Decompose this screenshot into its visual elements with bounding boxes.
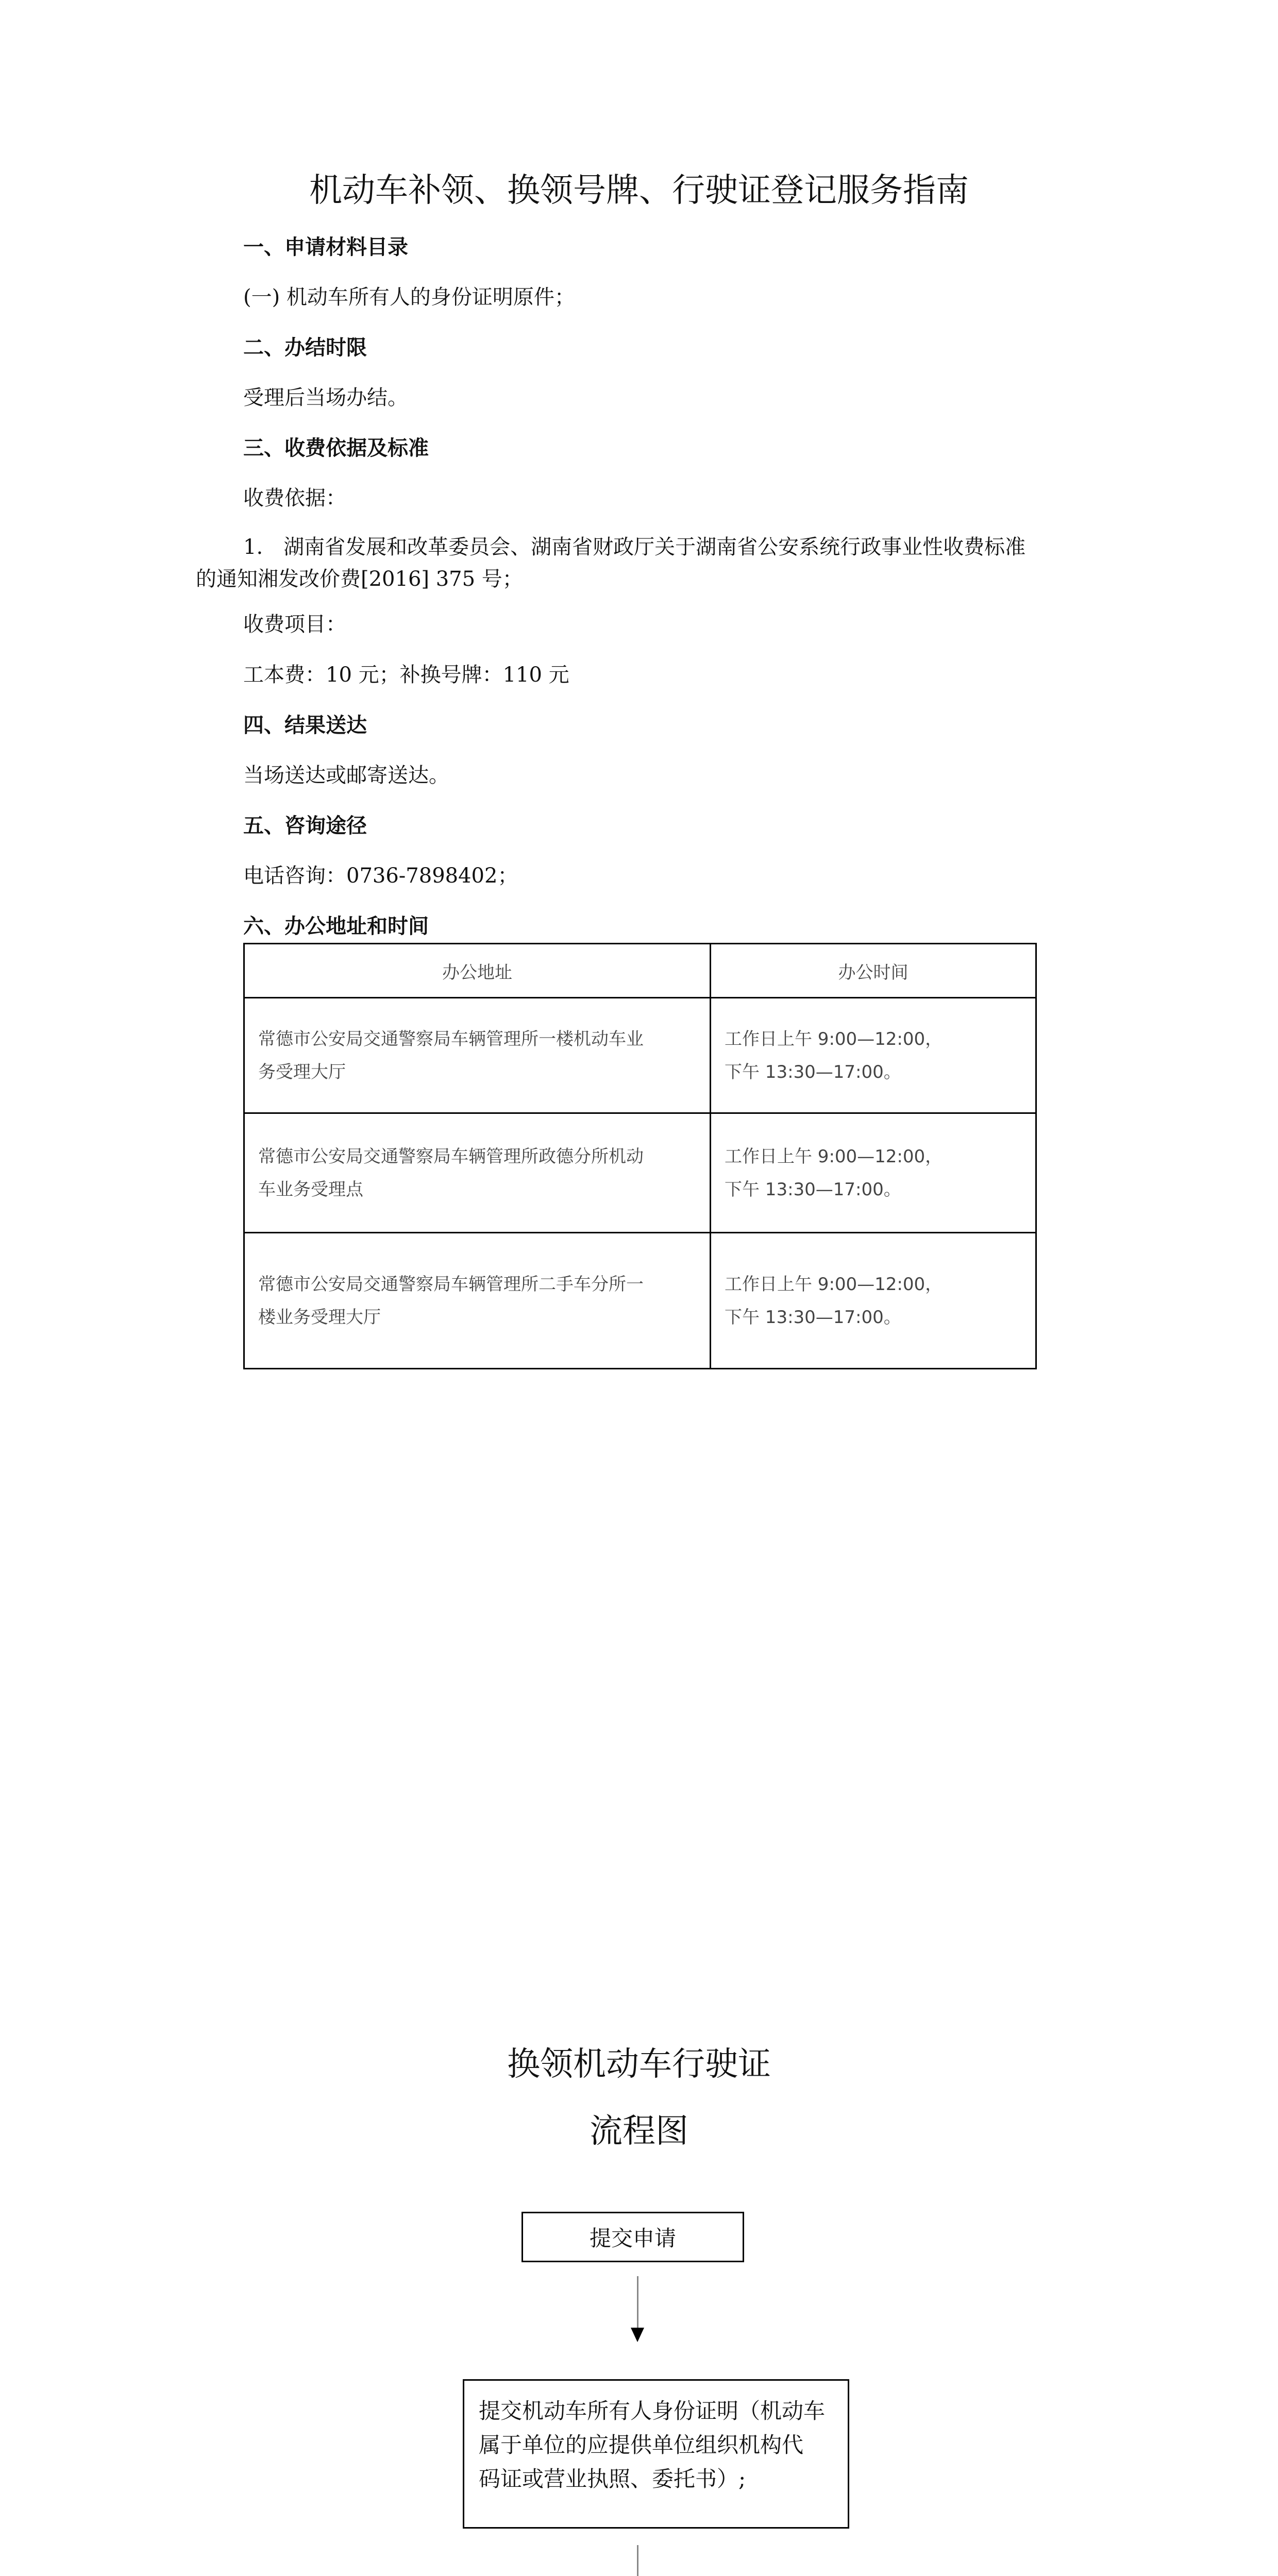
arrow-down-icon — [631, 2328, 644, 2342]
table-row — [244, 1233, 1036, 1369]
hours-line: 下午 13:30—17:00。 — [725, 1307, 901, 1328]
section-heading-fees: 三、收费依据及标准 — [243, 436, 429, 460]
address-line: 常德市公安局交通警察局车辆管理所一楼机动车业 — [258, 1028, 644, 1049]
section-heading-delivery: 四、结果送达 — [243, 714, 367, 737]
hours-line: 工作日上午 9:00—12:00， — [725, 1274, 943, 1295]
flow-step-label: 提交机动车所有人身份证明（机动车 — [479, 2398, 826, 2424]
hours-line: 工作日上午 9:00—12:00， — [725, 1028, 943, 1049]
office-table — [243, 943, 1037, 1369]
address-line: 车业务受理点 — [258, 1179, 363, 1200]
table-header-hours: 办公时间 — [711, 944, 1036, 998]
flowchart-title: 换领机动车行驶证 — [507, 2045, 771, 2083]
table-row — [244, 1113, 1036, 1233]
address-line: 楼业务受理大厅 — [258, 1307, 381, 1328]
delivery-text: 当场送达或邮寄送达。 — [243, 764, 449, 787]
table-cell-hours — [711, 1113, 1036, 1233]
fee-items-label: 收费项目： — [243, 613, 346, 636]
flow-arrow-line — [637, 2276, 638, 2328]
table-cell-hours — [711, 1233, 1036, 1369]
flowchart-subtitle: 流程图 — [590, 2112, 688, 2150]
table-header-row — [244, 944, 1036, 998]
consultation-phone: 电话咨询：0736-7898402； — [243, 864, 518, 888]
time-limit-text: 受理后当场办结。 — [243, 386, 408, 410]
table-row — [244, 998, 1036, 1113]
address-line: 常德市公安局交通警察局车辆管理所二手车分所一 — [258, 1274, 644, 1295]
section-heading-consultation: 五、咨询途径 — [243, 814, 367, 838]
fee-basis-line-1: 1. 湖南省发展和改革委员会、湖南省财政厅关于湖南省公安系统行政事业性收费标准 — [243, 535, 1026, 559]
table-header-address: 办公地址 — [244, 944, 711, 998]
table-cell-address — [244, 998, 711, 1113]
flow-step-submit-application — [522, 2212, 744, 2262]
page-title: 机动车补领、换领号牌、行驶证登记服务指南 — [309, 172, 969, 210]
section-heading-materials: 一、申请材料目录 — [243, 235, 408, 259]
section-heading-time-limit: 二、办结时限 — [243, 336, 367, 360]
flow-step-label: 码证或营业执照、委托书）; — [479, 2466, 746, 2492]
fee-basis-line-2: 的通知湘发改价费[2016] 375 号； — [196, 567, 523, 591]
table-cell-address — [244, 1233, 711, 1369]
hours-line: 下午 13:30—17:00。 — [725, 1061, 901, 1082]
fee-basis-label: 收费依据： — [243, 486, 346, 510]
hours-line: 下午 13:30—17:00。 — [725, 1179, 901, 1200]
flow-step-label: 属于单位的应提供单位组织机构代 — [479, 2432, 804, 2458]
hours-line: 工作日上午 9:00—12:00， — [725, 1146, 943, 1167]
section-heading-office: 六、办公地址和时间 — [243, 914, 429, 938]
address-line: 务受理大厅 — [258, 1061, 346, 1082]
fee-items-text: 工本费：10 元；补换号牌：110 元 — [243, 663, 569, 687]
materials-item-1: (一) 机动车所有人的身份证明原件； — [243, 285, 575, 309]
table-cell-address — [244, 1113, 711, 1233]
address-line: 常德市公安局交通警察局车辆管理所政德分所机动 — [258, 1146, 644, 1167]
flow-step-label: 提交申请 — [589, 2226, 676, 2251]
table-cell-hours — [711, 998, 1036, 1113]
flow-step-submit-id-documents — [463, 2379, 849, 2529]
flow-arrow-line — [637, 2545, 638, 2576]
